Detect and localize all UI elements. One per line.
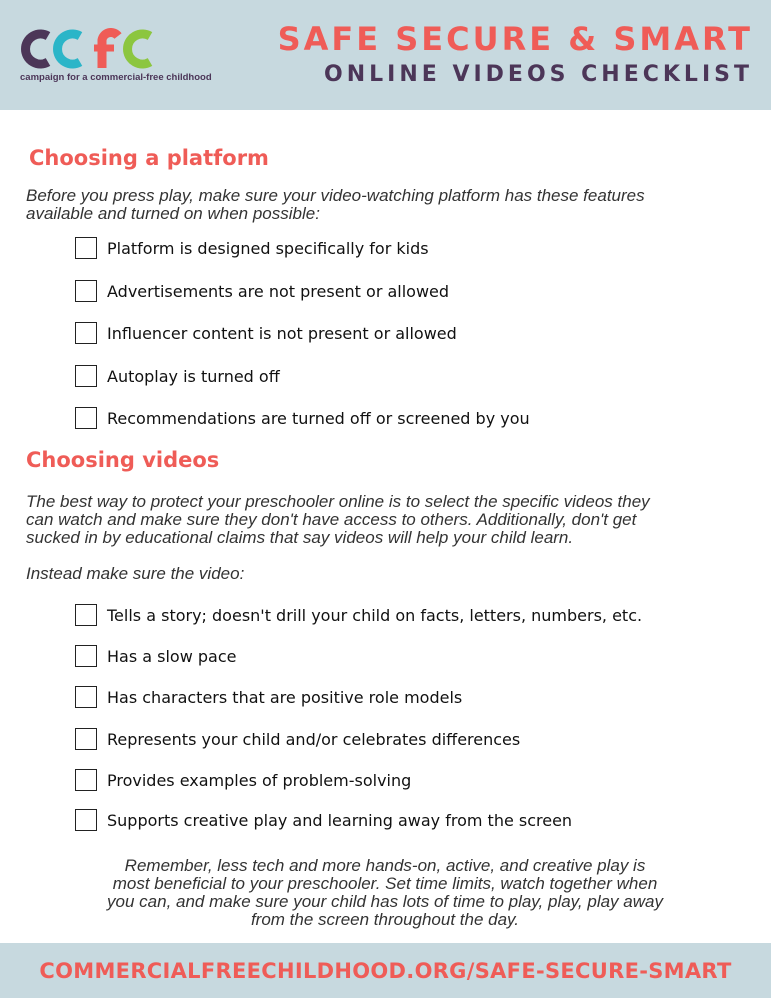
checklist-item-label: Advertisements are not present or allowed [107, 281, 450, 301]
checklist-item-label: Recommendations are turned off or screened by you [107, 408, 530, 428]
videos-intro-line-1: The best way to protect your preschooler online is to select the specific videos they [26, 492, 650, 511]
checkbox[interactable] [75, 604, 97, 626]
checkbox[interactable] [75, 809, 97, 831]
checklist-item-label: Has characters that are positive role models [107, 687, 463, 707]
footer-url-link[interactable]: COMMERCIALFREECHILDHOOD.ORG/SAFE-SECURE-SMART [39, 958, 732, 983]
checklist-item[interactable] [75, 235, 429, 261]
checkbox[interactable] [75, 686, 97, 708]
closing-line-3: you can, and make sure your child has lots of time to play, play, play away [107, 892, 663, 911]
page-title: SAFE SECURE & SMART [277, 20, 753, 58]
checkbox[interactable] [75, 365, 97, 387]
videos-instead-text: Instead make sure the video: [26, 564, 245, 583]
platform-intro-line-1: Before you press play, make sure your video-watching platform has these features [26, 186, 645, 205]
platform-intro-line-2: available and turned on when possible: [26, 204, 320, 223]
checklist-item[interactable] [75, 320, 457, 346]
checkbox[interactable] [75, 322, 97, 344]
videos-intro-line-3: sucked in by educational claims that say videos will help your child learn. [26, 528, 574, 547]
closing-note [40, 857, 730, 929]
checklist-item-label: Influencer content is not present or allowed [107, 323, 457, 343]
checklist-item[interactable] [75, 767, 411, 793]
checklist-item[interactable] [75, 602, 642, 628]
page-header [0, 0, 771, 110]
checklist-item-label: Provides examples of problem-solving [107, 770, 412, 790]
checklist-item-label: Represents your child and/or celebrates differences [107, 729, 521, 749]
checkbox[interactable] [75, 769, 97, 791]
ccfc-logo [18, 28, 158, 70]
checklist-item[interactable] [75, 278, 449, 304]
page-footer [0, 943, 771, 998]
checklist-item-label: Supports creative play and learning away from the screen [107, 810, 573, 830]
checkbox[interactable] [75, 407, 97, 429]
closing-line-4: from the screen throughout the day. [250, 910, 520, 929]
checkbox[interactable] [75, 280, 97, 302]
checkbox[interactable] [75, 237, 97, 259]
checklist-item[interactable] [75, 807, 572, 833]
checkbox[interactable] [75, 728, 97, 750]
checklist-item-label: Has a slow pace [107, 646, 237, 666]
closing-line-1: Remember, less tech and more hands-on, active, and creative play is [124, 856, 646, 875]
checklist-item[interactable] [75, 684, 462, 710]
platform-intro [26, 187, 756, 223]
closing-line-2: most beneficial to your preschooler. Set time limits, watch together when [112, 874, 658, 893]
ccfc-logo-mark [18, 28, 158, 70]
logo-tagline: campaign for a commercial-free childhood [20, 72, 212, 83]
videos-intro-line-2: can watch and make sure they don't have access to others. Additionally, don't get [26, 510, 637, 529]
checklist-item-label: Platform is designed specifically for kids [107, 238, 429, 258]
checklist-item[interactable] [75, 726, 520, 752]
checklist-item-label: Autoplay is turned off [107, 366, 280, 386]
section-heading-videos: Choosing videos [26, 448, 220, 472]
page-subtitle: ONLINE VIDEOS CHECKLIST [324, 62, 753, 87]
section-heading-platform: Choosing a platform [29, 146, 269, 170]
videos-intro [26, 493, 756, 547]
checklist-item[interactable] [75, 363, 280, 389]
checklist-item[interactable] [75, 405, 530, 431]
checklist-item-label: Tells a story; doesn't drill your child on facts, letters, numbers, etc. [107, 605, 643, 625]
checklist-item[interactable] [75, 643, 237, 669]
checkbox[interactable] [75, 645, 97, 667]
